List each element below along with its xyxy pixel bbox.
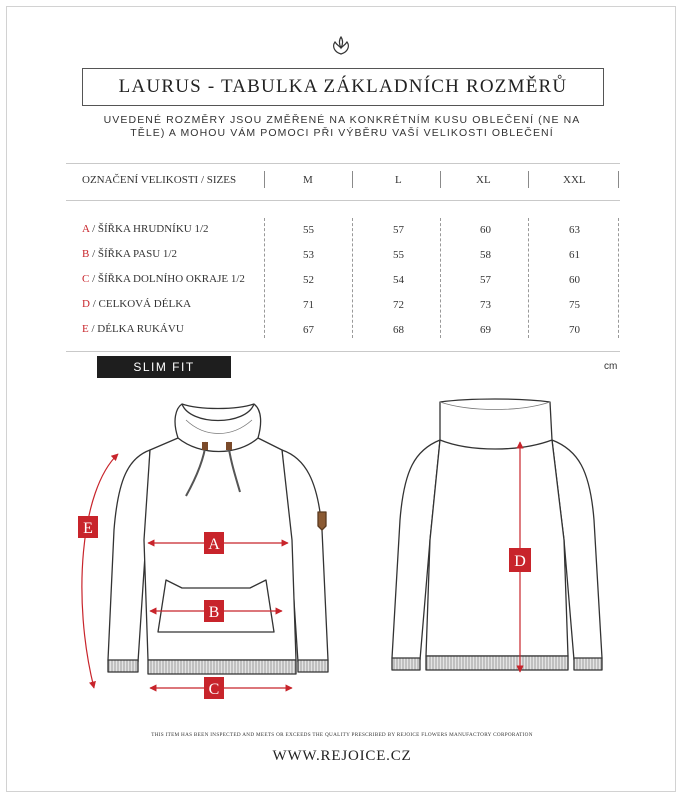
row-letter: D	[82, 298, 90, 310]
page-subtitle: UVEDENÉ ROZMĚRY JSOU ZMĚŘENÉ NA KONKRÉTNÍM KUSU OBLEČENÍ (NE NA TĚLE) A MOHOU VÁM POMOCI PŘI VÝBĚRU VAŠÍ VELIKOSTI OBLEČENÍ	[103, 114, 581, 139]
marker-e-label: E	[83, 520, 93, 537]
table-top-rule	[66, 163, 620, 164]
size-header-l: L	[395, 174, 402, 186]
marker-c-label: C	[208, 681, 220, 698]
flower-logo-icon	[330, 36, 352, 56]
marker-d-label: D	[514, 553, 526, 570]
row-label: / DÉLKA RUKÁVU	[88, 323, 184, 335]
size-header-label: OZNAČENÍ VELIKOSTI / SIZES	[82, 174, 237, 186]
column-divider	[352, 171, 353, 188]
table-cell: 57	[480, 274, 491, 286]
row-label: / ŠÍŘKA DOLNÍHO OKRAJE 1/2	[89, 273, 245, 285]
row-letter: E	[82, 323, 89, 335]
table-cell: 57	[393, 224, 404, 236]
marker-b-label: B	[208, 604, 220, 621]
column-divider	[440, 171, 441, 188]
table-cell: 60	[480, 224, 491, 236]
back-garment	[392, 399, 602, 670]
table-cell: 71	[303, 299, 314, 311]
garment-illustration	[0, 380, 684, 710]
table-cell: 75	[569, 299, 580, 311]
row-letter: B	[82, 248, 90, 260]
table-cell: 70	[569, 324, 580, 336]
size-header-xxl: XXL	[563, 174, 586, 186]
table-cell: 52	[303, 274, 314, 286]
column-divider	[352, 218, 353, 338]
table-cell: 58	[480, 249, 491, 261]
size-header-m: M	[303, 174, 313, 186]
row-letter: C	[82, 273, 90, 285]
fit-badge: SLIM FIT	[97, 356, 231, 378]
column-divider	[528, 218, 529, 338]
table-cell: 61	[569, 249, 580, 261]
table-header-rule	[66, 200, 620, 201]
table-cell: 55	[303, 224, 314, 236]
marker-a-label: A	[208, 536, 220, 553]
row-label: / CELKOVÁ DÉLKA	[89, 298, 192, 310]
column-divider	[264, 218, 265, 338]
table-cell: 53	[303, 249, 314, 261]
table-cell: 63	[569, 224, 580, 236]
page-title: LAURUS - TABULKA ZÁKLADNÍCH ROZMĚRŮ	[82, 68, 604, 106]
unit-label: cm	[604, 361, 618, 372]
size-header-xl: XL	[476, 174, 491, 186]
table-cell: 67	[303, 324, 314, 336]
table-cell: 60	[569, 274, 580, 286]
table-cell: 73	[480, 299, 491, 311]
table-bottom-rule	[66, 351, 620, 352]
row-label: / ŠÍŘKA HRUDNÍKU 1/2	[89, 223, 209, 235]
table-cell: 72	[393, 299, 404, 311]
column-divider	[618, 218, 619, 338]
table-cell: 68	[393, 324, 404, 336]
table-cell: 54	[393, 274, 404, 286]
table-cell: 55	[393, 249, 404, 261]
row-label: / ŠÍŘKA PASU 1/2	[89, 248, 177, 260]
column-divider	[440, 218, 441, 338]
table-cell: 69	[480, 324, 491, 336]
footer-note: THIS ITEM HAS BEEN INSPECTED AND MEETS OR EXCEEDS THE QUALITY PRESCRIBED BY REJOICE FLOWERS MANUFACTORY CORPORATION	[151, 732, 533, 738]
row-letter: A	[82, 223, 90, 235]
column-divider	[618, 171, 619, 188]
column-divider	[264, 171, 265, 188]
footer-url[interactable]: WWW.REJOICE.CZ	[272, 748, 412, 764]
column-divider	[528, 171, 529, 188]
